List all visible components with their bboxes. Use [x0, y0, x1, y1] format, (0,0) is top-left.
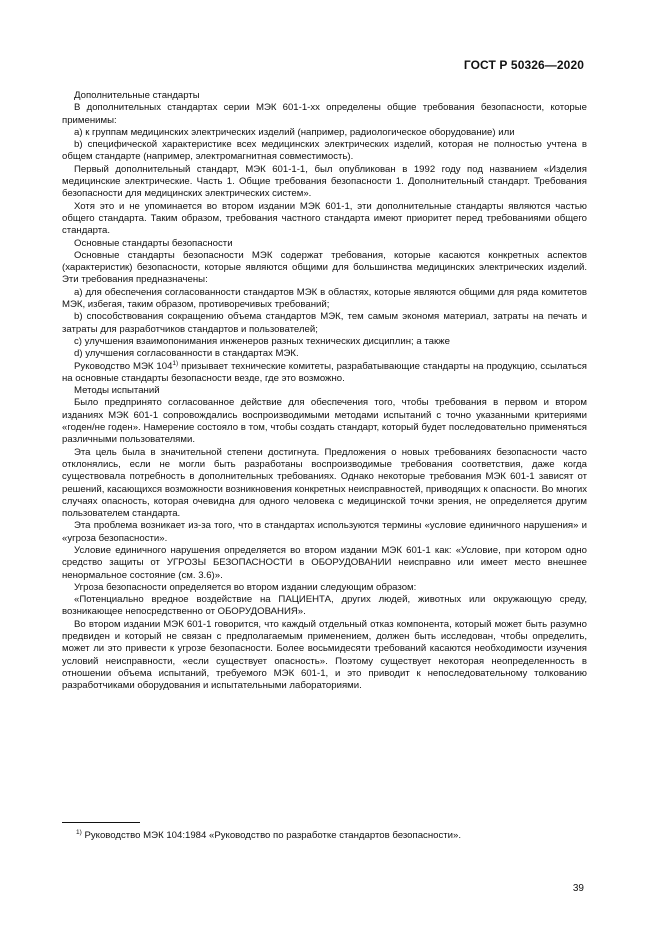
- paragraph: «Потенциально вредное воздействие на ПАЦИЕНТА, других людей, животных или окружающую среду, возникающее непосредственно от ОБОРУДОВАНИЯ».: [62, 594, 587, 618]
- list-item-c: c) улучшения взаимопонимания инженеров разных технических дисциплин; а также: [74, 335, 450, 347]
- paragraph: Было предпринято согласованное действие для обеспечения того, чтобы требования в первом и втором изданиях МЭК 601-1 сопровождались воспроизводимыми методами испытаний с точно указанными критериями «годен/не годен». Намерение состояло в том, чтобы создать стандарт, который будет последовательно применяться различными пользователями.: [62, 397, 587, 446]
- paragraph: Эта цель была в значительной степени достигнута. Предложения о новых требованиях безопасности часто отклонялись, если не могли быть разработаны воспроизводимые требования соответствия, даже когда существовала потребность в дополнительных требованиях. Однако некоторые требования МЭК 601-1 зависят от решений, касающихся возможности возникновения конкретных неисправностей, приводящих к опасности. Во многих случаях опасность, которая очевидна для одного человека с медицинской точки зрения, не определяется другим пользователем стандарта.: [62, 446, 587, 520]
- guide-paragraph: [62, 361, 587, 386]
- paragraph: Угроза безопасности определяется во втором издании следующим образом:: [74, 581, 417, 593]
- list-item-b: b) специфической характеристике всех медицинских электрических изделий, которая не полностью учтена в общем стандарте (например, электромагнитная совместимость).: [62, 139, 587, 163]
- list-item-d: d) улучшения согласованности в стандартах МЭК.: [74, 348, 299, 360]
- footnote: [76, 830, 596, 842]
- list-item-a: а) к группам медицинских электрических изделий (например, радиологическое оборудование) или: [74, 126, 515, 138]
- paragraph: Первый дополнительный стандарт, МЭК 601-1-1, был опубликован в 1992 году под названием «Изделия медицинские электрические. Часть 1. Общие требования безопасности 1. Дополнительный стандарт. Требования безопасности для медицинских электрических систем».: [62, 163, 587, 200]
- paragraph: Основные стандарты безопасности МЭК содержат требования, которые касаются конкретных аспектов (характеристик) безопасности, которые являются общими для большинства медицинских электрических изделий. Эти требования предназначены:: [62, 249, 587, 286]
- section-heading-additional-standards: Дополнительные стандарты: [74, 90, 200, 101]
- paragraph: В дополнительных стандартах серии МЭК 601-1-хх определены общие требования безопасности, которые применимы:: [62, 102, 587, 126]
- paragraph: Эта проблема возникает из-за того, что в стандартах используются термины «условие единичного нарушения» и «угроза безопасности».: [62, 520, 587, 544]
- document-body: [62, 90, 587, 693]
- footnote-marker: 1): [76, 829, 82, 836]
- footnote-divider: [62, 822, 140, 823]
- list-item-a: а) для обеспечения согласованности стандартов МЭК в областях, которые являются общими для ряда комитетов МЭК, избегая, таким образом, противоречивых требований;: [62, 286, 587, 311]
- standard-number: ГОСТ Р 50326—2020: [463, 58, 584, 72]
- footnote-text: Руководство МЭК 104:1984 «Руководство по разработке стандартов безопасности».: [81, 830, 462, 841]
- page-number: 39: [572, 883, 584, 894]
- paragraph: Во втором издании МЭК 601-1 говорится, что каждый отдельный отказ компонента, который может быть разумно предвиден и который не связан с предполагаемым применением, должен быть исследован, чтобы определить, может ли это привести к угрозе безопасности. Более восьмидесяти требований касаются необходимости изучения условий неисправности, «если существует опасность». Поэтому существует некоторая неопределенность в отношении объема испытаний, требуемого МЭК 601-1, и это приводит к непоследовательному толкованию разработчиками оборудования и испытательными лабораториями.: [62, 618, 587, 692]
- section-heading-test-methods: Методы испытаний: [74, 385, 160, 397]
- document-header: [464, 58, 584, 72]
- paragraph: Условие единичного нарушения определяется во втором издании МЭК 601-1 как: «Условие, при котором одно средство защиты от УГРОЗЫ БЕЗОПАСНОСТИ в ОБОРУДОВАНИИ неисправно или имеет место внешнее ненормальное состояние (см. 3.6)».: [62, 544, 587, 581]
- footnote-reference: 1): [172, 359, 179, 367]
- list-item-b: b) способствования сокращению объема стандартов МЭК, тем самым экономя материал, затраты на печать и затраты для разработчиков стандартов и пользователей;: [62, 311, 587, 335]
- guide-text-start: Руководство МЭК 104: [74, 360, 173, 372]
- paragraph: Хотя это и не упоминается во втором издании МЭК 601-1, эти дополнительные стандарты являются частью общего стандарта. Таким образом, требования частного стандарта имеют приоритет перед требованиями общего стандарта.: [62, 200, 587, 237]
- section-heading-basic-safety-standards: Основные стандарты безопасности: [74, 237, 233, 249]
- guide-text-end: призывает технические комитеты, разрабатывающие стандарты на продукцию, ссылаться на основные стандарты безопасности везде, где это возможно.: [62, 360, 587, 384]
